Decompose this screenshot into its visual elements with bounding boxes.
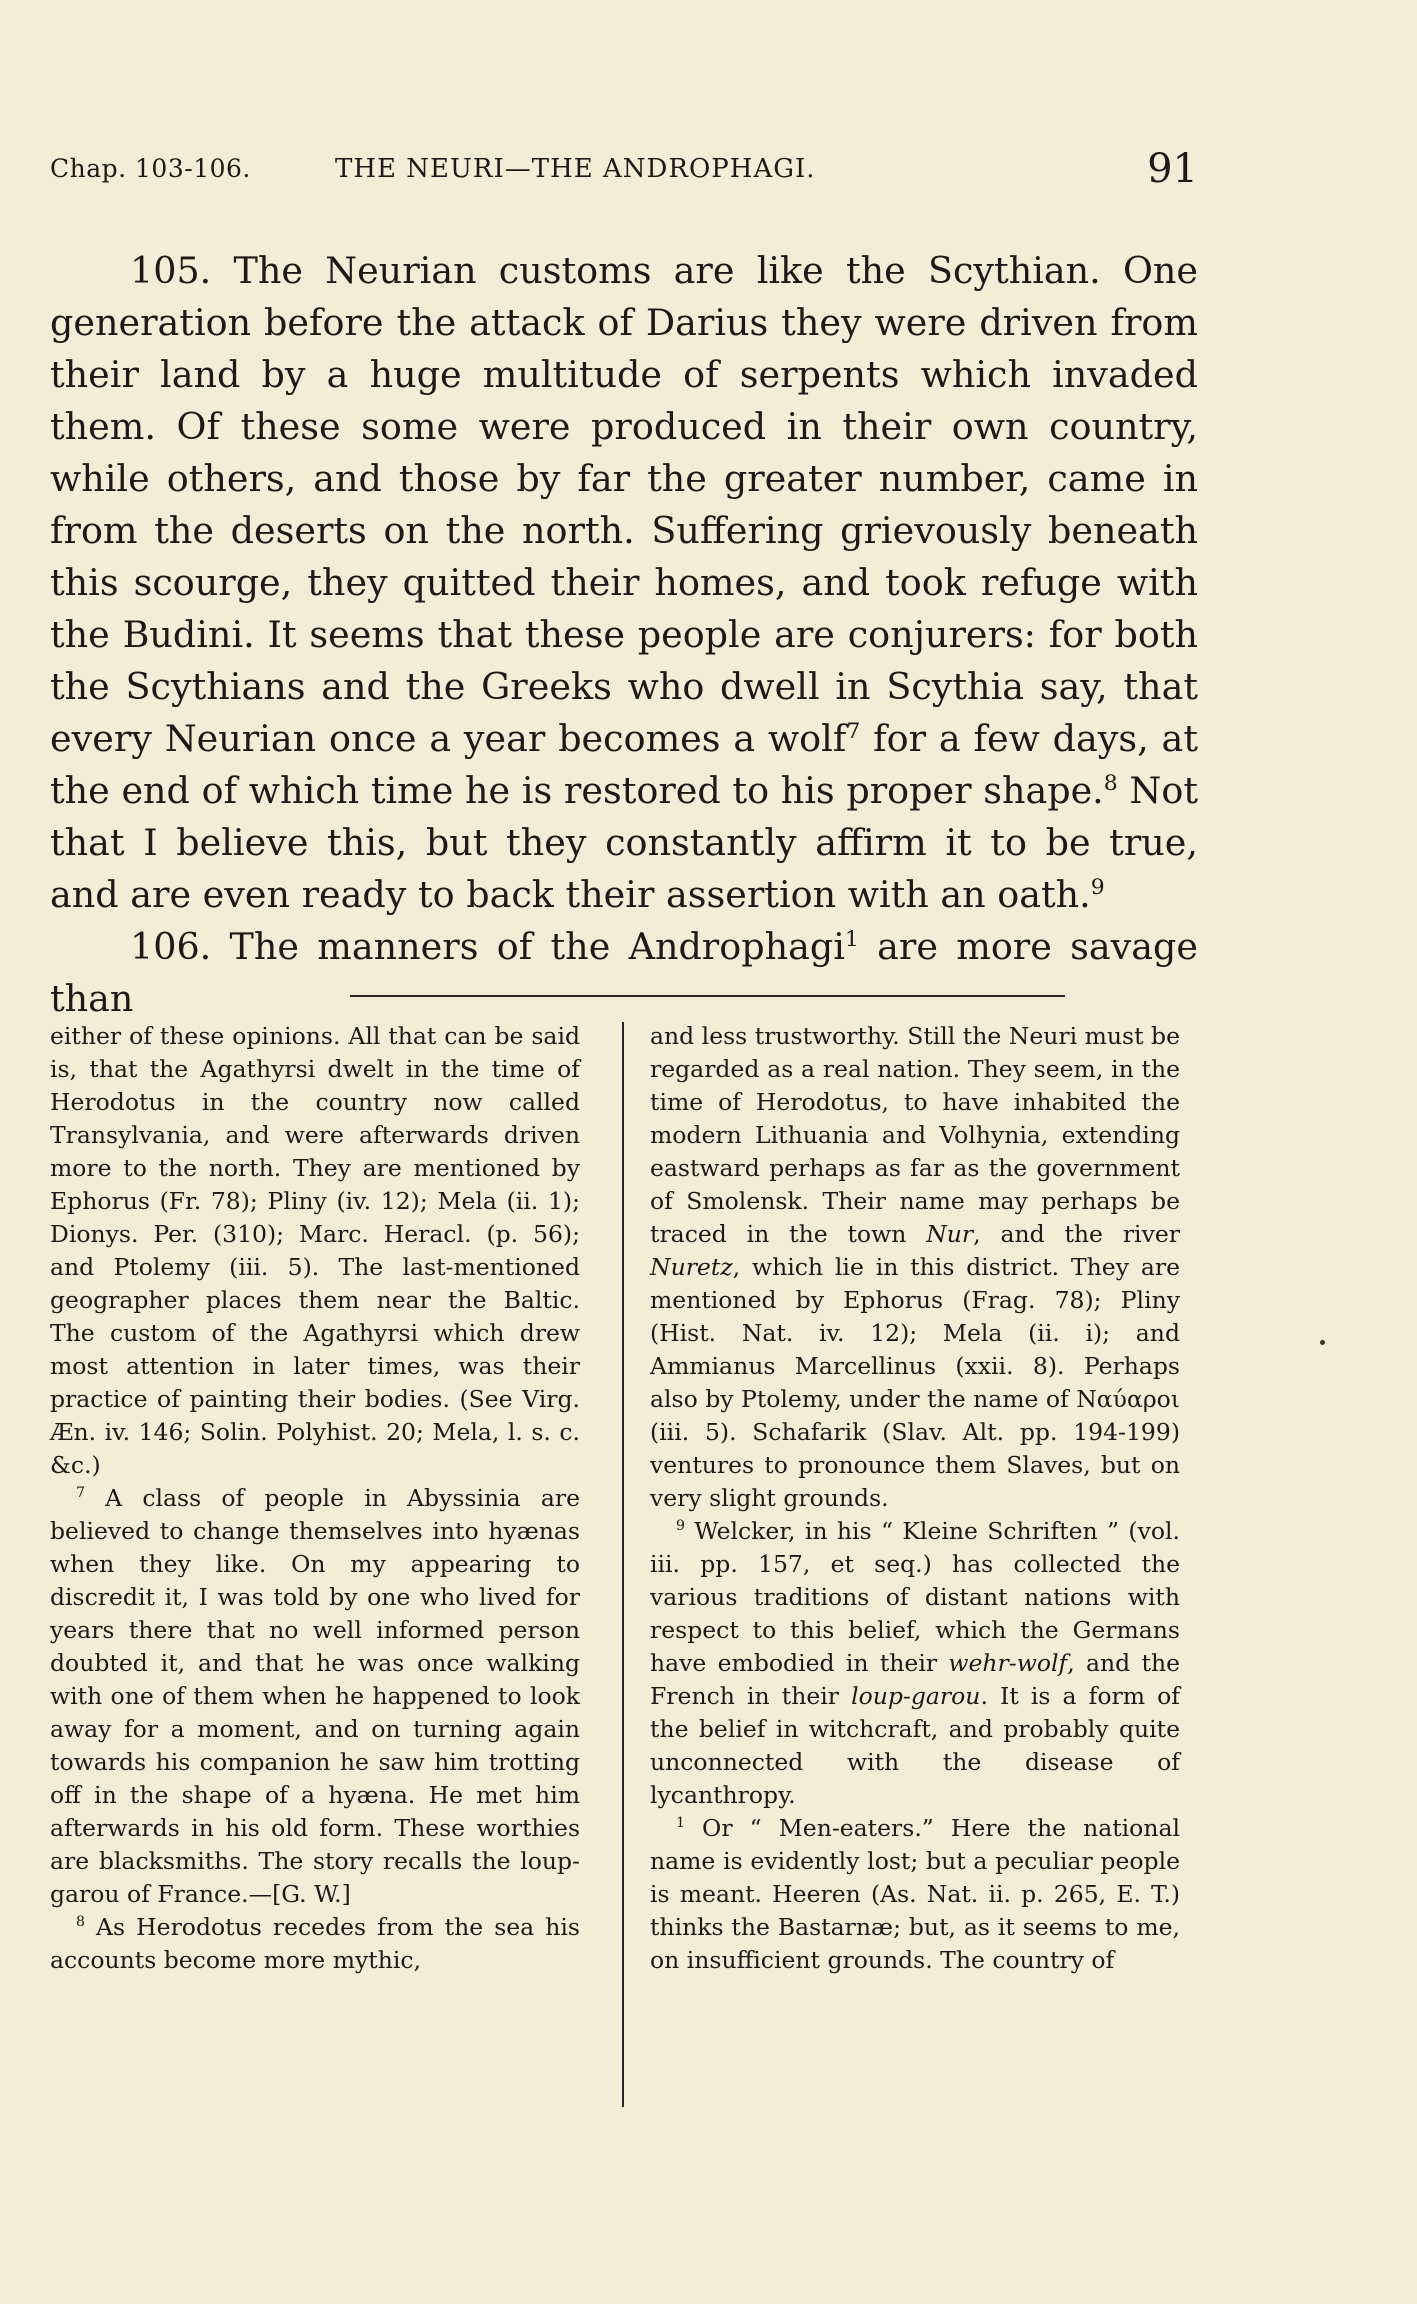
- footnote-continuation: either of these opinions. All that can be said is, that the Agathyrsi dwelt in the time of Herodotus in the country now called Transylvania, and were afterwards driven more to the north. They are mentioned by Ephorus (Fr. 78); Pliny (iv. 12); Mela (ii. 1); Dionys. Per. (310); Marc. Heracl. (p. 56); and Ptolemy (iii. 5). The last-mentioned geographer places them near the Baltic. The custom of the Agathyrsi which drew most attention in later times, was their practice of painting their bodies. (See Virg. Æn. iv. 146; Solin. Polyhist. 20; Mela, l. s. c. &c.): [50, 1022, 580, 1479]
- footnote-ref-1: 1: [844, 926, 859, 952]
- text-run: A class of people in Abyssinia are believed to change themselves into hyænas when they like. On my appearing to discredit it, I was told by one who lived for years there that no well informed person doubted it, and that he was once walking with one of them when he happened to look away for a moment, and on turning again towards his companion he saw him trotting off in the shape of a hyæna. He met him afterwards in his old form. These worthies are blacksmiths. The story recalls the loup-garou of France.—[G. W.]: [50, 1484, 580, 1908]
- page-number: 91: [1147, 146, 1198, 192]
- text-run: 105. The Neurian customs are like the Scythian. One generation before the attack of Darius they were driven from their land by a huge multitude of serpents which invaded them. Of these some were produced in their own country, while others, and those by far the greater number, came in from the deserts on the north. Suffering grievously beneath this scourge, they quitted their homes, and took refuge with the Budini. It seems that these people are conjurers: for both the Scythians and the Greeks who dwell in Scythia say, that every Neurian once a year becomes a wolf: [50, 249, 1198, 760]
- footnote-9: [650, 1515, 1180, 1812]
- main-text: [50, 245, 1198, 1025]
- footnote-ref-7: 7: [846, 718, 861, 744]
- footnotes-right-column: [650, 1020, 1180, 1977]
- column-divider: [622, 1022, 624, 2107]
- text-run: Welcker, in his “ Kleine Schriften ” (vol. iii. pp. 157, et seq.) has collected the various traditions of distant nations with respect to this belief, which the Germans have embodied in their: [650, 1517, 1180, 1677]
- footnote-7: [50, 1482, 580, 1911]
- footnote-mark: 1: [676, 1815, 685, 1832]
- text-run: for a few days, at the end of which time he is restored to his proper shape.: [50, 717, 1198, 812]
- text-run: . It is a form of the belief in witchcraft, and probably quite unconnected with the disease of lycanthropy.: [650, 1682, 1180, 1809]
- footnote-mark: 7: [76, 1485, 85, 1502]
- footnotes-left-column: [50, 1020, 580, 1977]
- paragraph-105: [50, 245, 1198, 921]
- paragraph-106: [50, 921, 1198, 1025]
- running-header: [50, 146, 1198, 192]
- text-run: As Herodotus recedes from the sea his accounts become more mythic,: [50, 1913, 580, 1974]
- text-run: and less trustworthy. Still the Neuri must be regarded as a real nation. They seem, in the time of Herodotus, to have inhabited the modern Lithuania and Volhynia, extending eastward perhaps as far as the government of Smolensk. Their name may perhaps be traced in the town: [650, 1022, 1180, 1248]
- text-run: 106. The manners of the Androphagi: [130, 925, 845, 968]
- paper-speck: [1320, 1340, 1325, 1345]
- italic-run: Nur: [926, 1220, 974, 1248]
- running-title: THE NEURI—THE ANDROPHAGI.: [335, 154, 816, 184]
- italic-run: Nuretz: [650, 1253, 733, 1281]
- text-run: , and the French in their: [650, 1649, 1180, 1710]
- text-run: , which lie in this district. They are mentioned by Ephorus (Frag. 78); Pliny (Hist. Nat. iv. 12); Mela (ii. i); and Ammianus Marcellinus (xxii. 8). Perhaps also by Ptolemy, under the name of Ναύαροι (iii. 5). Schafarik (Slav. Alt. pp. 194-199) ventures to pronounce them Slaves, but on very slight grounds.: [650, 1253, 1180, 1512]
- footnote-mark: 8: [76, 1914, 85, 1931]
- italic-run: wehr-wolf: [948, 1649, 1068, 1677]
- text-run: Not that I believe this, but they constantly affirm it to be true, and are even ready to back their assertion with an oath.: [50, 769, 1198, 916]
- text-run: are more savage than: [50, 925, 1198, 1020]
- footnote-1: [650, 1812, 1180, 1977]
- footnote-mark: 9: [676, 1518, 685, 1535]
- italic-run: loup-garou: [851, 1682, 981, 1710]
- footnote-ref-8: 8: [1103, 770, 1118, 796]
- footnote-ref-9: 9: [1090, 874, 1105, 900]
- text-run: Or “ Men-eaters.” Here the national name is evidently lost; but a peculiar people is meant. Heeren (As. Nat. ii. p. 265, E. T.) thinks the Bastarnæ; but, as it seems to me, on insufficient grounds. The country of: [650, 1814, 1180, 1974]
- footnote-rule: [350, 995, 1065, 997]
- footnote-8: [50, 1911, 580, 1977]
- chapter-reference: Chap. 103-106.: [50, 154, 251, 183]
- footnote-8-continuation: [650, 1020, 1180, 1515]
- text-run: , and the river: [973, 1220, 1180, 1248]
